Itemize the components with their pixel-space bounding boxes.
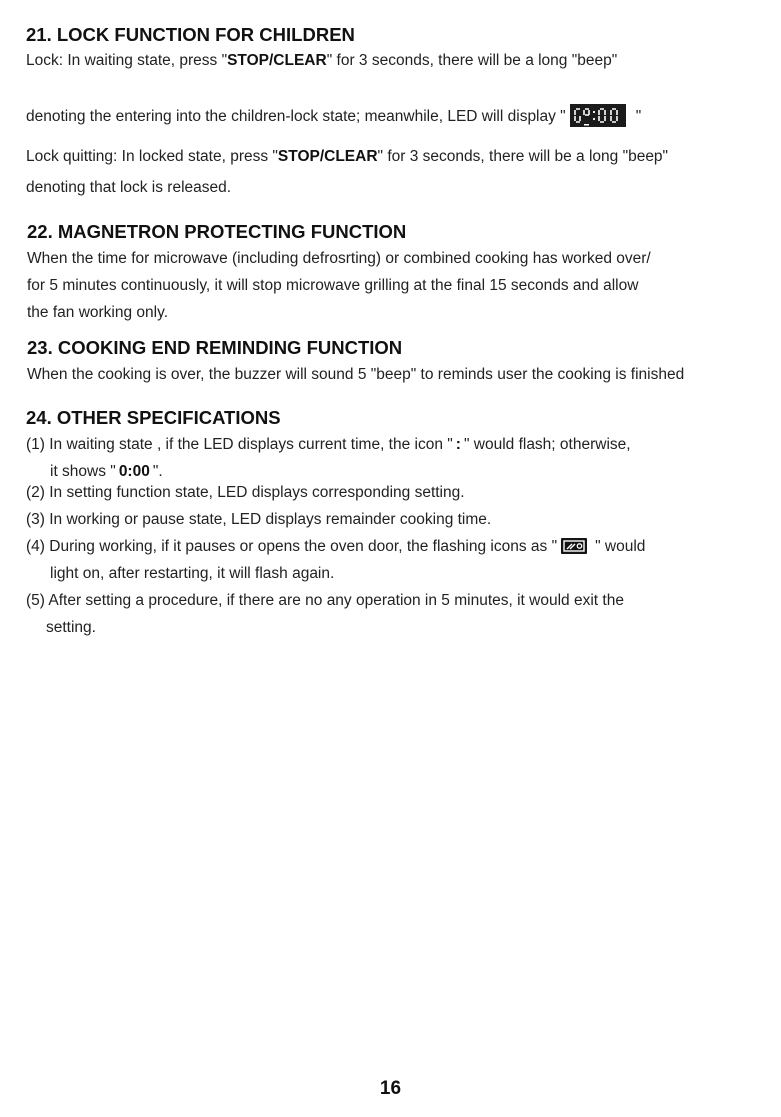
section-21-line-3 <box>26 148 668 166</box>
spec-item-5-cont: setting. <box>46 619 96 636</box>
text: ". <box>152 463 163 480</box>
text: " <box>635 108 642 125</box>
lock-display-icon <box>570 104 626 127</box>
text: Lock quitting: In locked state, press " <box>26 148 278 165</box>
text: " would <box>595 538 646 555</box>
spec-item-2: (2) In setting function state, LED displays corresponding setting. <box>26 484 465 501</box>
text: " for 3 seconds, there will be a long "beep" <box>326 52 618 69</box>
page-number: 16 <box>379 1078 402 1099</box>
spec-item-1 <box>26 436 631 454</box>
colon-icon-label: : <box>455 436 461 453</box>
section-23-title: 23. COOKING END REMINDING FUNCTION <box>27 337 403 358</box>
zero-time-label: 0:00 <box>118 463 150 480</box>
text: it shows " <box>50 463 116 480</box>
section-21-line-2 <box>26 104 641 127</box>
text: (1) In waiting state , if the LED displays current time, the icon " <box>26 436 453 453</box>
section-24-title: 24. OTHER SPECIFICATIONS <box>26 407 281 428</box>
section-22-line-3: the fan working only. <box>27 304 169 321</box>
text: denoting the entering into the children-lock state; meanwhile, LED will display " <box>26 108 566 125</box>
section-22-line-2: for 5 minutes continuously, it will stop microwave grilling at the final 15 seconds and allow <box>27 277 639 294</box>
text: " for 3 seconds, there will be a long "beep" <box>377 148 669 165</box>
stop-clear-label: STOP/CLEAR <box>227 52 327 69</box>
section-22-line-1: When the time for microwave (including defrosrting) or combined cooking has worked over/ <box>27 250 651 267</box>
spec-item-3: (3) In working or pause state, LED displays remainder cooking time. <box>26 511 492 528</box>
section-21-line-1 <box>26 52 617 70</box>
spec-item-1-cont <box>50 463 163 481</box>
oven-door-icon <box>561 538 587 554</box>
spec-item-4 <box>26 538 645 556</box>
section-21-line-4: denoting that lock is released. <box>26 179 232 196</box>
text: " would flash; otherwise, <box>463 436 631 453</box>
text: Lock: In waiting state, press " <box>26 52 228 69</box>
section-21-title: 21. LOCK FUNCTION FOR CHILDREN <box>26 24 355 45</box>
stop-clear-label: STOP/CLEAR <box>277 148 378 165</box>
text: (4) During working, if it pauses or opens the oven door, the flashing icons as " <box>26 538 558 555</box>
spec-item-5: (5) After setting a procedure, if there are no any operation in 5 minutes, it would exit the <box>26 592 624 609</box>
section-22-title: 22. MAGNETRON PROTECTING FUNCTION <box>27 221 407 242</box>
section-23-line-1: When the cooking is over, the buzzer will sound 5 "beep" to reminds user the cooking is finished <box>27 366 685 383</box>
spec-item-4-cont: light on, after restarting, it will flash again. <box>50 565 335 582</box>
